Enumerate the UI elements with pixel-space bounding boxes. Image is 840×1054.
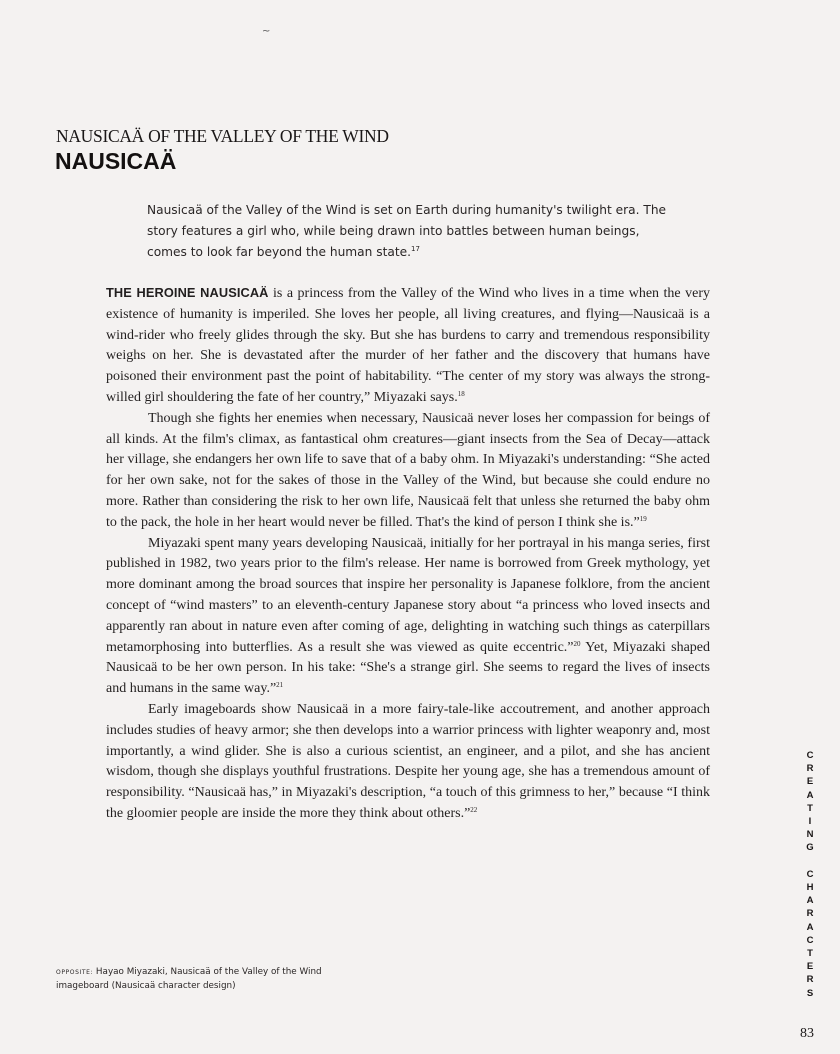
side-label-gap xyxy=(804,855,816,868)
paragraph-2-text: Though she fights her enemies when necessary, Nausicaä never loses her compassion for beings of all kinds. At the film's climax, as fantastical ohm creatures—giant insects from the Sea of Decay—attack her village, she endangers her own life to save that of a baby ohm. In Miyazaki's understanding: “She acted for her own sake, not for the sakes of those in the Valley of the Wind, but because she could endure no more. Rather than considering the risk to her own life, Nausicaä felt that unless she returned the baby ohm to the pack, the hole in her heart would never be filled. That's the kind of person I think she is.” xyxy=(106,410,710,530)
side-label-letter: R xyxy=(806,763,814,775)
intro-paragraph xyxy=(147,200,667,263)
side-label-word-2 xyxy=(804,868,816,1000)
side-label-letter: C xyxy=(806,868,814,880)
footnote-ref: 21 xyxy=(276,681,284,690)
paragraph-2 xyxy=(106,409,710,534)
paragraph-3 xyxy=(106,534,710,700)
side-label-letter: S xyxy=(806,987,814,999)
character-name-heading: NAUSICAÄ xyxy=(55,148,177,174)
side-label-letter: R xyxy=(806,908,814,920)
page-number: 83 xyxy=(800,1026,814,1041)
caption-label: OPPOSITE: xyxy=(56,969,94,976)
side-label-letter: T xyxy=(807,802,813,814)
footnote-ref: 22 xyxy=(470,805,478,814)
paragraph-1-text: is a princess from the Valley of the Wind who lives in a time when the very existence of humanity is imperiled. She loves her people, all living creatures, and flying—Nausicaä is a wind-rider who freely glides through the sky. But she has burdens to carry and tremendous responsibility weighs on her. She is devastated after the murder of her father and the discovery that humans have poisoned their environment past the point of habitability. “The center of my story was always the strong-willed girl shouldering the fate of her country,” Miyazaki says. xyxy=(106,286,710,405)
paragraph-3-text-a: Miyazaki spent many years developing Nausicaä, initially for her portrayal in his manga series, first published in 1982, two years prior to the film's release. Her name is borrowed from Greek mythology, yet more dominant among the broad sources that inspire her personality is Japanese folklore, from the ancient concept of “wind masters” to an eleventh-century Japanese story about “a princess who loved insects and apparently ran about in nature even after coming of age, delighting in watching such things as caterpillars metamorphosing into butterflies. As a result she was viewed as quite eccentric.” xyxy=(106,535,710,655)
side-label-letter: E xyxy=(806,961,814,973)
side-label-letter: C xyxy=(806,750,814,761)
image-caption xyxy=(56,966,356,992)
side-label-letter: E xyxy=(806,776,814,788)
footnote-ref: 20 xyxy=(573,639,581,648)
footnote-ref: 18 xyxy=(457,389,465,398)
print-mark: ~ xyxy=(262,26,271,37)
lead-in: THE HEROINE NAUSICAÄ xyxy=(106,285,269,300)
side-label-letter: I xyxy=(808,816,812,828)
side-label-letter: H xyxy=(806,882,814,894)
film-title: NAUSICAÄ OF THE VALLEY OF THE WIND xyxy=(56,126,389,146)
caption-text: Hayao Miyazaki, Nausicaä of the Valley of the Wind imageboard (Nausicaä character design) xyxy=(56,967,322,991)
intro-text: Nausicaä of the Valley of the Wind is set on Earth during humanity's twilight era. The story features a girl who, while being drawn into battles between human beings, comes to look far beyond the human state. xyxy=(147,203,667,259)
footnote-ref: 19 xyxy=(639,514,647,523)
side-label-letter: N xyxy=(806,829,814,841)
side-label-word-1 xyxy=(804,749,816,855)
side-label-letter: T xyxy=(807,948,813,960)
side-label-letter: A xyxy=(806,895,814,907)
side-label-letter: G xyxy=(806,842,814,854)
side-label-letter: C xyxy=(806,934,814,946)
side-label-letter: R xyxy=(806,974,814,986)
side-label-letter: A xyxy=(806,921,814,933)
paragraph-4 xyxy=(106,700,710,825)
paragraph-1 xyxy=(106,283,710,409)
section-side-label xyxy=(804,749,816,1000)
paragraph-4-text: Early imageboards show Nausicaä in a more fairy-tale-like accoutrement, and another approach includes studies of heavy armor; she then develops into a warrior princess with lighter weaponry and, most importantly, a wind glider. She is also a curious scientist, an engineer, and a pilot, and she has ancient wisdom, though she displays youthful frustrations. Despite her young age, she has a tremendous amount of responsibility. “Nausicaä has,” in Miyazaki's description, “a touch of this grimness to her,” because “I think the gloomier people are inside the more they think about others.” xyxy=(106,701,710,821)
body-text xyxy=(106,283,710,825)
paragraph-3-text-b: Yet, Miyazaki shaped Nausicaä to be her own person. In his take: “She's a strange girl. She seems to regard the lives of insects and humans in the same way.” xyxy=(106,639,710,697)
side-label-letter: A xyxy=(806,789,814,801)
footnote-ref: 17 xyxy=(410,245,420,253)
